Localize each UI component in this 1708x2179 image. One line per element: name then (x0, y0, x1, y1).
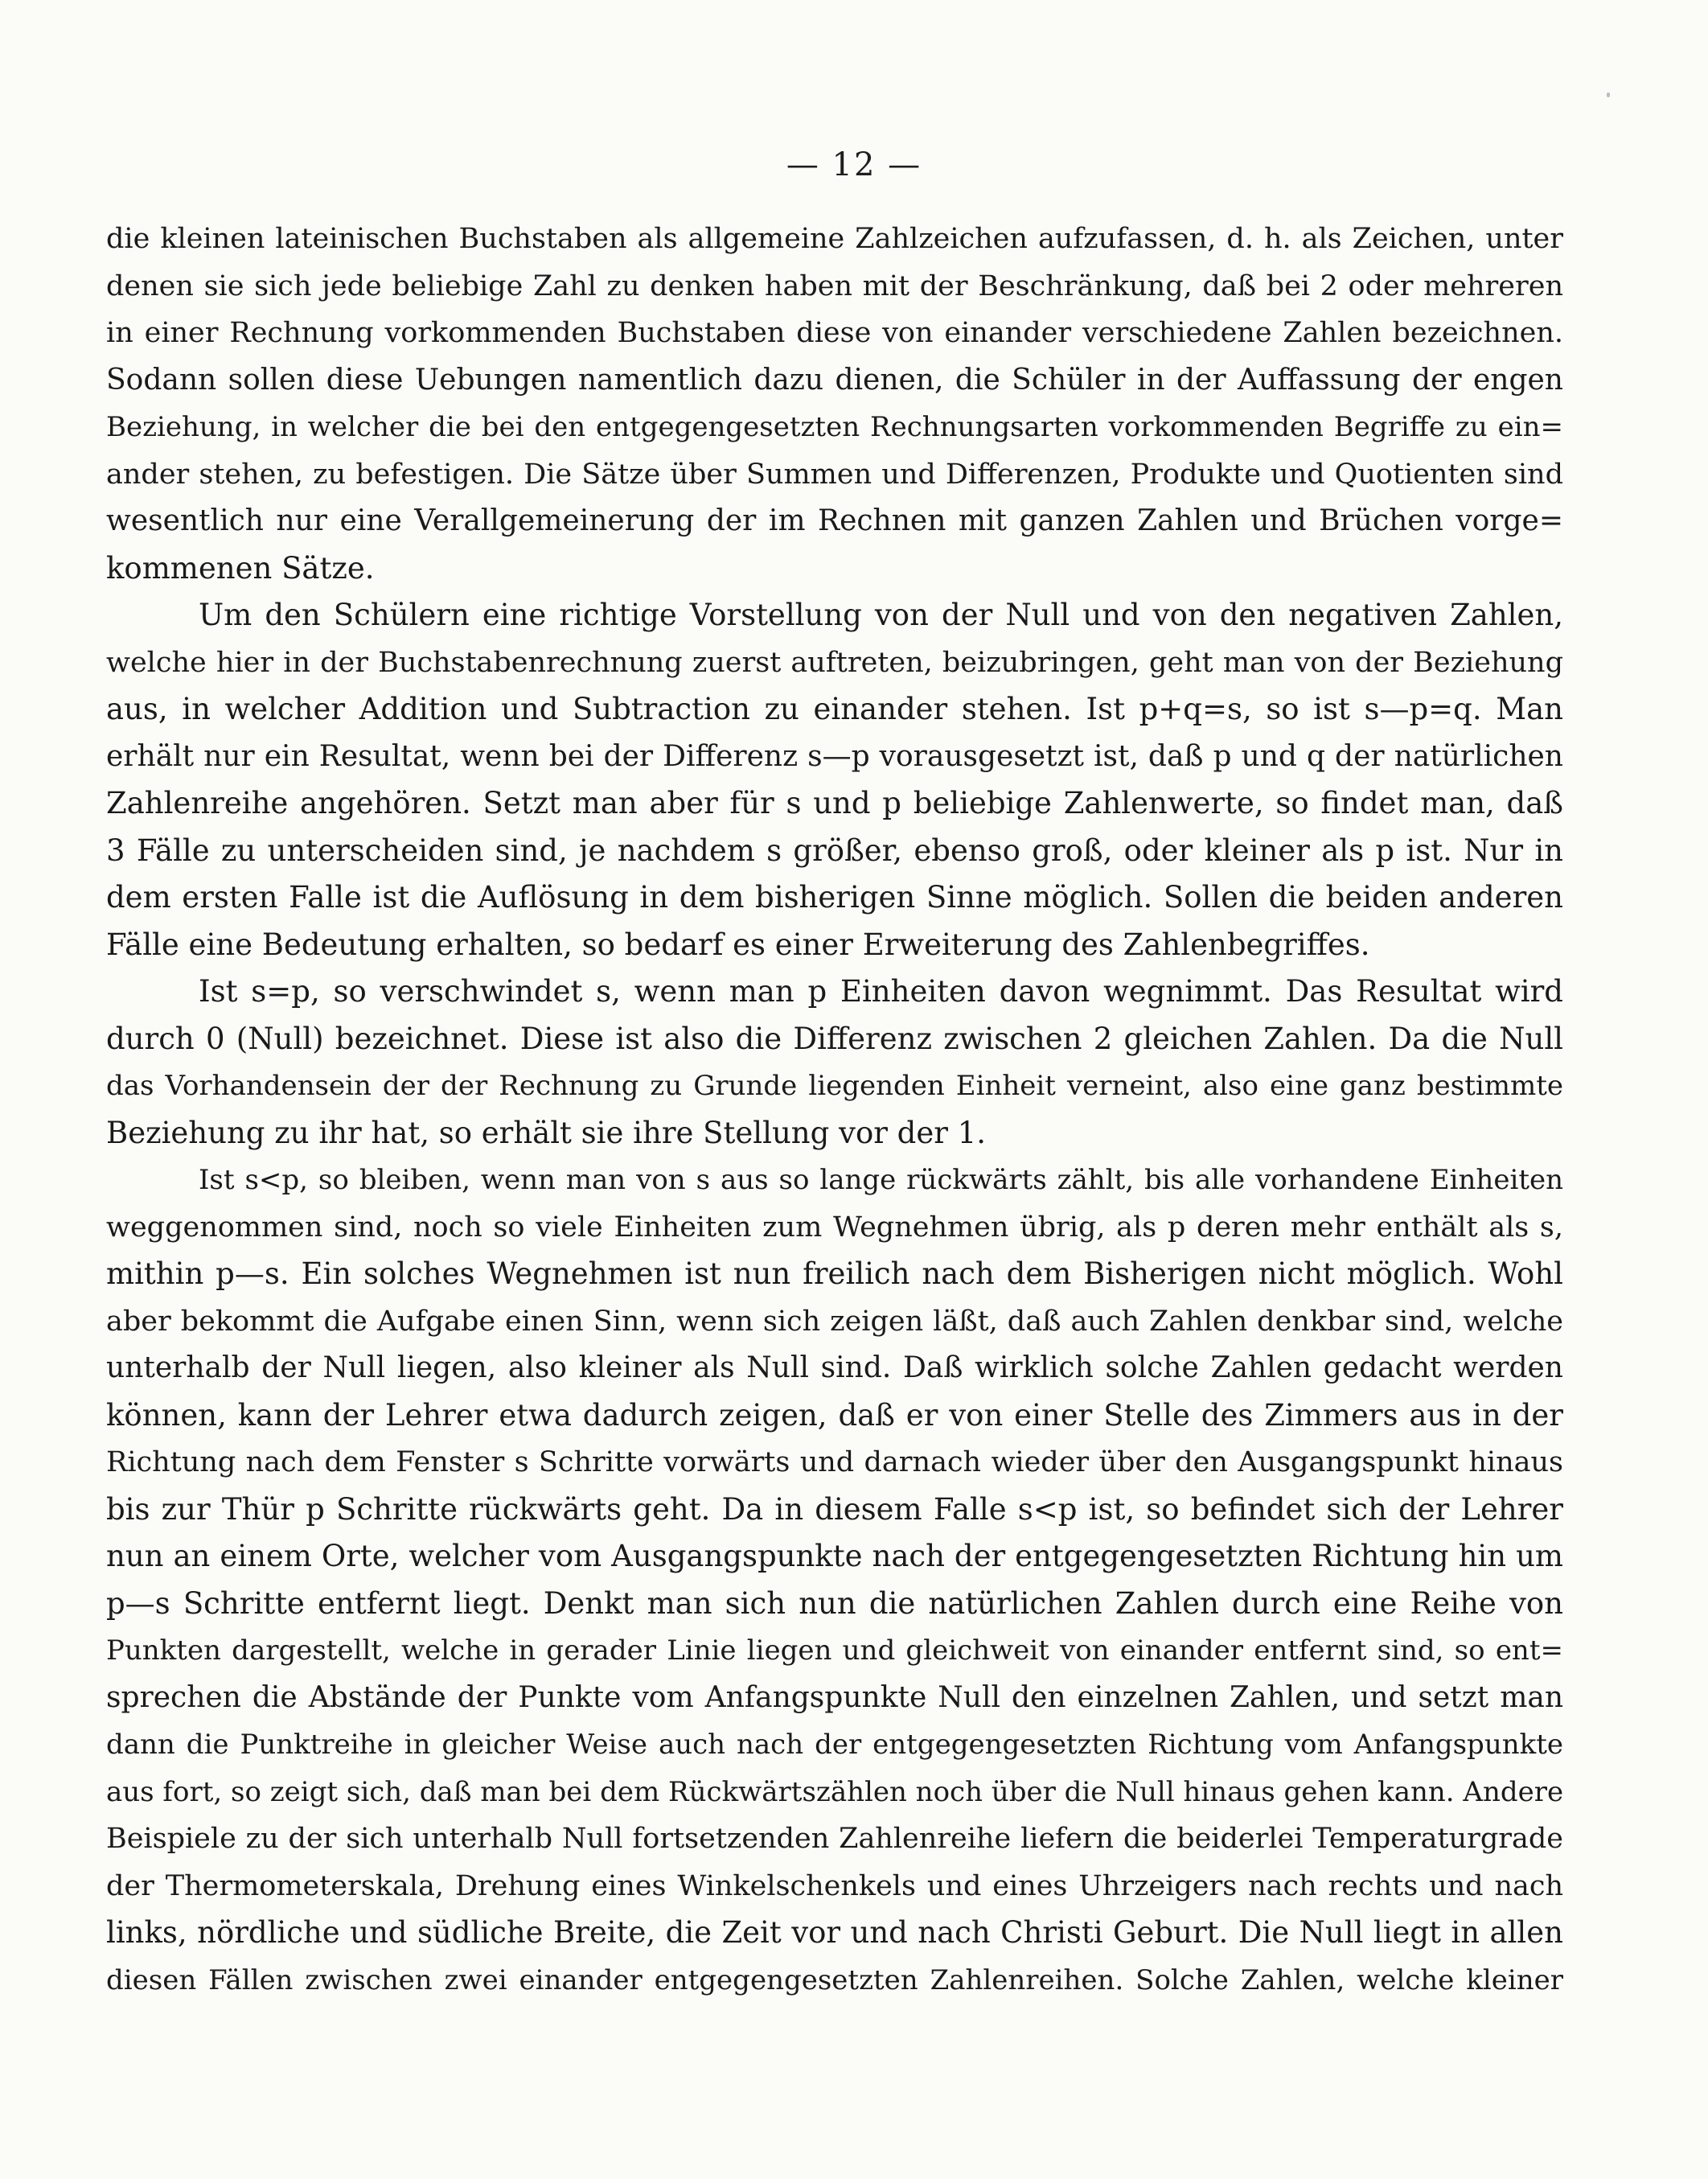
text-line: dem ersten Falle ist die Auflösung in dem bisherigen Sinne möglich. Sollen die beiden anderen (106, 880, 1563, 915)
text-line: sprechen die Abstände der Punkte vom Anfangspunkte Null den einzelnen Zahlen, und setzt man (106, 1680, 1563, 1714)
text-line: Punkten dargestellt, welche in gerader Linie liegen und gleichweit von einander entfernt sind, so ent= (106, 1634, 1563, 1667)
text-line: dann die Punktreihe in gleicher Weise auch nach der entgegengesetzten Richtung vom Anfangspunkte (106, 1729, 1563, 1761)
text-line: Um den Schülern eine richtige Vorstellung von der Null und von den negativen Zahlen, (199, 598, 1563, 632)
paper-speck (1607, 93, 1610, 97)
text-line: unterhalb der Null liegen, also kleiner als Null sind. Daß wirklich solche Zahlen gedacht werden (106, 1351, 1563, 1384)
text-line: Sodann sollen diese Uebungen namentlich dazu dienen, die Schüler in der Auffassung der engen (106, 363, 1563, 397)
text-line: kommenen Sätze. (106, 550, 375, 586)
text-line: 3 Fälle zu unterscheiden sind, je nachdem s größer, ebenso groß, oder kleiner als p ist. Nur in (106, 833, 1563, 868)
text-line: p—s Schritte entfernt liegt. Denkt man sich nun die natürlichen Zahlen durch eine Reihe von (106, 1585, 1563, 1621)
text-line: Richtung nach dem Fenster s Schritte vorwärts und darnach wieder über den Ausgangspunkt hinaus (106, 1446, 1563, 1478)
text-line: können, kann der Lehrer etwa dadurch zeigen, daß er von einer Stelle des Zimmers aus in der (106, 1397, 1563, 1433)
text-line: das Vorhandensein der der Rechnung zu Grunde liegenden Einheit verneint, also eine ganz bestimmte (106, 1070, 1563, 1102)
text-line: diesen Fällen zwischen zwei einander entgegengesetzten Zahlenreihen. Solche Zahlen, welche kleiner (106, 1963, 1563, 1996)
text-line: wesentlich nur eine Verallgemeinerung der im Rechnen mit ganzen Zahlen und Brüchen vorge= (106, 504, 1563, 537)
text-line: Ist s<p, so bleiben, wenn man von s aus so lange rückwärts zählt, bis alle vorhandene Einheiten (199, 1164, 1563, 1196)
text-line: mithin p—s. Ein solches Wegnehmen ist nun freilich nach dem Bisherigen nicht möglich. Wohl (106, 1256, 1563, 1291)
text-line: Beziehung, in welcher die bei den entgegengesetzten Rechnungsarten vorkommenden Begriffe zu ein= (106, 411, 1563, 443)
text-line: in einer Rechnung vorkommenden Buchstaben diese von einander verschiedene Zahlen bezeichnen. (106, 317, 1563, 349)
text-line: links, nördliche und südliche Breite, die Zeit vor und nach Christi Geburt. Die Null liegt in allen (106, 1915, 1563, 1950)
text-line: durch 0 (Null) bezeichnet. Diese ist also die Differenz zwischen 2 gleichen Zahlen. Da die Null (106, 1021, 1563, 1056)
text-line: denen sie sich jede beliebige Zahl zu denken haben mit der Beschränkung, daß bei 2 oder mehreren (106, 269, 1563, 302)
text-line: aber bekommt die Aufgabe einen Sinn, wenn sich zeigen läßt, daß auch Zahlen denkbar sind, welche (106, 1305, 1563, 1338)
text-line: die kleinen lateinischen Buchstaben als allgemeine Zahlzeichen aufzufassen, d. h. als Zeichen, unter (106, 223, 1563, 255)
body-text (106, 216, 1563, 2004)
text-line: welche hier in der Buchstabenrechnung zuerst auftreten, beizubringen, geht man von der Beziehung (106, 646, 1563, 679)
text-line: Fälle eine Bedeutung erhalten, so bedarf es einer Erweiterung des Zahlenbegriffes. (106, 927, 1370, 962)
text-line: bis zur Thür p Schritte rückwärts geht. Da in diesem Falle s<p ist, so befindet sich der Lehrer (106, 1491, 1563, 1527)
text-line: nun an einem Orte, welcher vom Ausgangspunkte nach der entgegengesetzten Richtung hin um (106, 1539, 1563, 1573)
text-line: erhält nur ein Resultat, wenn bei der Differenz s—p vorausgesetzt ist, daß p und q der natürlichen (106, 739, 1563, 773)
page-number: — 12 — (786, 146, 922, 183)
text-line: ander stehen, zu befestigen. Die Sätze über Summen und Differenzen, Produkte und Quotienten sind (106, 458, 1563, 491)
text-line: Ist s=p, so verschwindet s, wenn man p Einheiten davon wegnimmt. Das Resultat wird (199, 974, 1563, 1009)
text-line: der Thermometerskala, Drehung eines Winkelschenkels und eines Uhrzeigers nach rechts und nach (106, 1869, 1563, 1902)
text-line: aus fort, so zeigt sich, daß man bei dem Rückwärtszählen noch über die Null hinaus gehen kann. Andere (106, 1775, 1563, 1808)
text-line: weggenommen sind, noch so viele Einheiten zum Wegnehmen übrig, als p deren mehr enthält als s, (106, 1211, 1563, 1244)
text-line: Zahlenreihe angehören. Setzt man aber für s und p beliebige Zahlenwerte, so findet man, daß (106, 786, 1563, 820)
text-line: Beziehung zu ihr hat, so erhält sie ihre Stellung vor der 1. (106, 1115, 987, 1150)
text-line: Beispiele zu der sich unterhalb Null fortsetzenden Zahlenreihe liefern die beiderlei Temperaturgrade (106, 1823, 1563, 1855)
text-line: aus, in welcher Addition und Subtraction zu einander stehen. Ist p+q=s, so ist s—p=q. Man (106, 692, 1563, 726)
